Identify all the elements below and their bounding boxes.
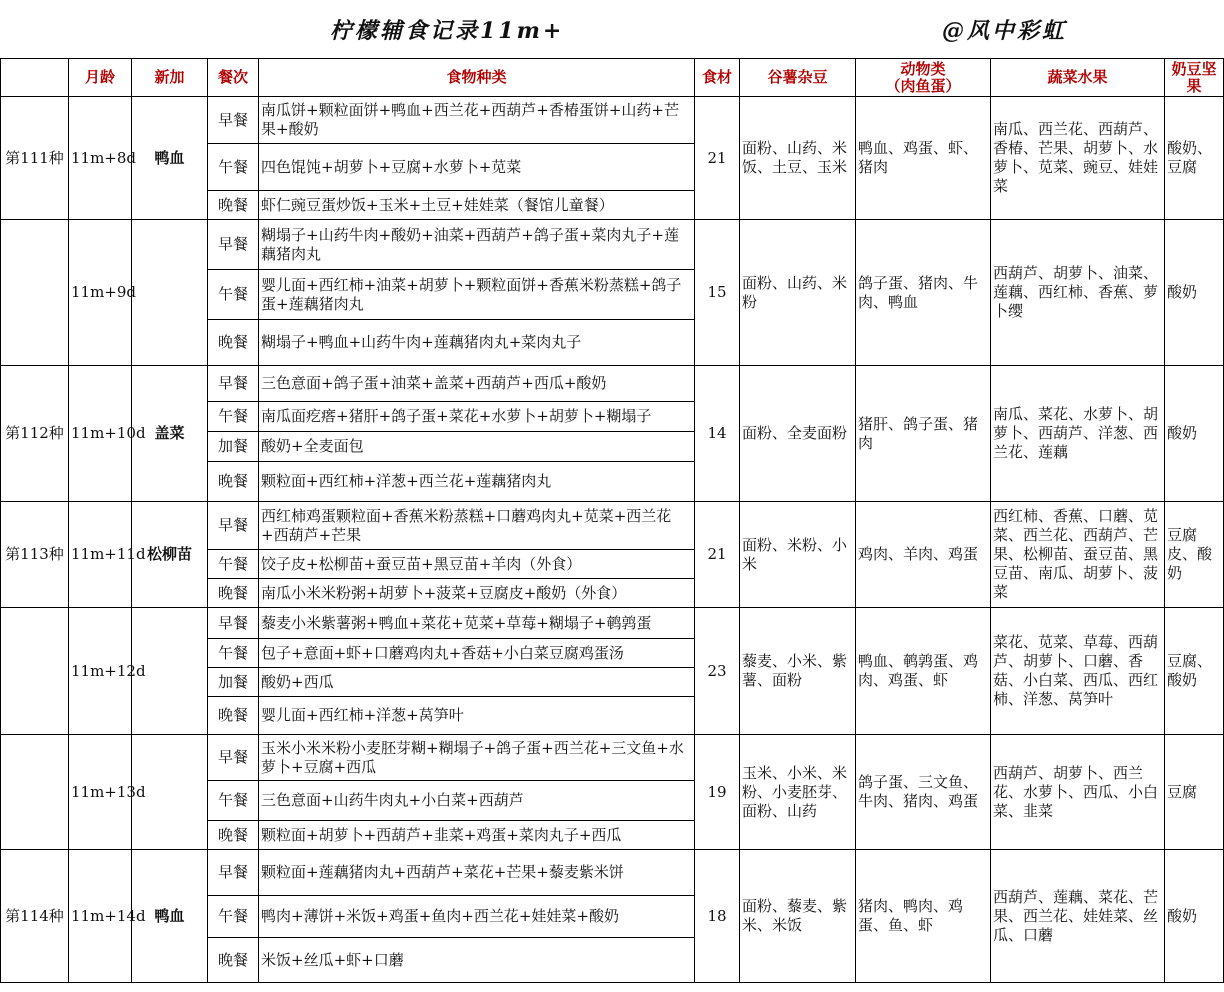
dairy-cell: 酸奶	[1165, 366, 1224, 502]
food-cell: 南瓜饼+颗粒面饼+鸭血+西兰花+西葫芦+香椿蛋饼+山药+芒果+酸奶	[259, 97, 695, 144]
meal-cell: 早餐	[208, 220, 259, 270]
author-handle: @风中彩虹	[942, 18, 1068, 44]
age-cell: 11m+8d	[69, 97, 132, 220]
count-cell: 21	[695, 97, 740, 220]
meal-cell: 午餐	[208, 270, 259, 320]
meal-cell: 早餐	[208, 608, 259, 639]
meal-cell: 晚餐	[208, 938, 259, 983]
header-veg: 蔬菜水果	[991, 59, 1165, 97]
animal-cell: 猪肉、鸭肉、鸡蛋、鱼、虾	[856, 850, 991, 983]
grain-cell: 藜麦、小米、紫薯、面粉	[740, 608, 856, 735]
veg-cell: 菜花、苋菜、草莓、西葫芦、胡萝卜、口蘑、香菇、小白菜、西瓜、西红柿、洋葱、莴笋叶	[991, 608, 1165, 735]
animal-cell: 鸽子蛋、三文鱼、牛肉、猪肉、鸡蛋	[856, 735, 991, 850]
age-cell: 11m+14d	[69, 850, 132, 983]
meal-cell: 晚餐	[208, 821, 259, 850]
meal-cell: 早餐	[208, 735, 259, 781]
count-cell: 14	[695, 366, 740, 502]
header-meal: 餐次	[208, 59, 259, 97]
header-new: 新加	[132, 59, 208, 97]
grain-cell: 玉米、小米、米粉、小麦胚芽、面粉、山药	[740, 735, 856, 850]
age-cell: 11m+10d	[69, 366, 132, 502]
meal-cell: 早餐	[208, 97, 259, 144]
animal-cell: 猪肝、鸽子蛋、猪肉	[856, 366, 991, 502]
header-count: 食材	[695, 59, 740, 97]
dairy-cell: 豆腐	[1165, 735, 1224, 850]
food-cell: 虾仁豌豆蛋炒饭+玉米+土豆+娃娃菜（餐馆儿童餐）	[259, 191, 695, 220]
veg-cell: 西葫芦、莲藕、菜花、芒果、西兰花、娃娃菜、丝瓜、口蘑	[991, 850, 1165, 983]
food-cell: 婴儿面+西红柿+油菜+胡萝卜+颗粒面饼+香蕉米粉蒸糕+鸽子蛋+莲藕猪肉丸	[259, 270, 695, 320]
table-row	[1, 220, 1224, 270]
meal-cell: 午餐	[208, 896, 259, 938]
header-grain: 谷薯杂豆	[740, 59, 856, 97]
page-title: 柠檬辅食记录11m+	[330, 18, 565, 44]
food-cell: 酸奶+全麦面包	[259, 432, 695, 462]
grain-cell: 面粉、米粉、小米	[740, 502, 856, 608]
dairy-cell: 酸奶、豆腐	[1165, 97, 1224, 220]
veg-cell: 西葫芦、胡萝卜、西兰花、水萝卜、西瓜、小白菜、韭菜	[991, 735, 1165, 850]
food-cell: 南瓜面疙瘩+猪肝+鸽子蛋+菜花+水萝卜+胡萝卜+糊塌子	[259, 402, 695, 432]
food-cell: 玉米小米米粉小麦胚芽糊+糊塌子+鸽子蛋+西兰花+三文鱼+水萝卜+豆腐+西瓜	[259, 735, 695, 781]
meal-cell: 午餐	[208, 639, 259, 668]
veg-cell: 南瓜、西兰花、西葫芦、香椿、芒果、胡萝卜、水萝卜、苋菜、豌豆、娃娃菜	[991, 97, 1165, 220]
food-cell: 颗粒面+西红柿+洋葱+西兰花+莲藕猪肉丸	[259, 462, 695, 502]
veg-cell: 西红柿、香蕉、口蘑、苋菜、西兰花、西葫芦、芒果、松柳苗、蚕豆苗、黑豆苗、南瓜、胡萝卜、菠菜	[991, 502, 1165, 608]
new-food-cell: 鸭血	[132, 97, 208, 220]
food-cell: 藜麦小米紫薯粥+鸭血+菜花+苋菜+草莓+糊塌子+鹌鹑蛋	[259, 608, 695, 639]
food-cell: 糊塌子+鸭血+山药牛肉+莲藕猪肉丸+菜肉丸子	[259, 320, 695, 366]
food-cell: 四色馄饨+胡萝卜+豆腐+水萝卜+苋菜	[259, 144, 695, 191]
veg-cell: 南瓜、菜花、水萝卜、胡萝卜、西葫芦、洋葱、西兰花、莲藕	[991, 366, 1165, 502]
age-cell: 11m+11d	[69, 502, 132, 608]
table-row	[1, 366, 1224, 402]
food-cell: 三色意面+鸽子蛋+油菜+盖菜+西葫芦+西瓜+酸奶	[259, 366, 695, 402]
table-row	[1, 850, 1224, 896]
animal-cell: 鸡肉、羊肉、鸡蛋	[856, 502, 991, 608]
dairy-cell: 酸奶	[1165, 220, 1224, 366]
table-row	[1, 502, 1224, 550]
food-cell: 米饭+丝瓜+虾+口蘑	[259, 938, 695, 983]
meal-cell: 晚餐	[208, 320, 259, 366]
meal-cell: 午餐	[208, 402, 259, 432]
item-number: 第111种	[1, 97, 69, 220]
age-cell: 11m+12d	[69, 608, 132, 735]
meal-cell: 早餐	[208, 850, 259, 896]
table-row	[1, 97, 1224, 144]
dairy-cell: 酸奶	[1165, 850, 1224, 983]
header-blank	[1, 59, 69, 97]
count-cell: 18	[695, 850, 740, 983]
table-row	[1, 608, 1224, 639]
item-number: 第112种	[1, 366, 69, 502]
food-cell: 颗粒面+胡萝卜+西葫芦+韭菜+鸡蛋+菜肉丸子+西瓜	[259, 821, 695, 850]
veg-cell: 西葫芦、胡萝卜、油菜、莲藕、西红柿、香蕉、萝卜缨	[991, 220, 1165, 366]
meal-cell: 午餐	[208, 144, 259, 191]
dairy-cell: 豆腐皮、酸奶	[1165, 502, 1224, 608]
grain-cell: 面粉、山药、米饭、土豆、玉米	[740, 97, 856, 220]
header-row	[1, 59, 1224, 97]
new-food-cell: 松柳苗	[132, 502, 208, 608]
animal-cell: 鸭血、鹌鹑蛋、鸡肉、鸡蛋、虾	[856, 608, 991, 735]
food-cell: 酸奶+西瓜	[259, 668, 695, 697]
item-number: 第114种	[1, 850, 69, 983]
meal-cell: 晚餐	[208, 191, 259, 220]
dairy-cell: 豆腐、酸奶	[1165, 608, 1224, 735]
food-cell: 包子+意面+虾+口蘑鸡肉丸+香菇+小白菜豆腐鸡蛋汤	[259, 639, 695, 668]
item-number	[1, 220, 69, 366]
animal-cell: 鸭血、鸡蛋、虾、猪肉	[856, 97, 991, 220]
food-cell: 颗粒面+莲藕猪肉丸+西葫芦+菜花+芒果+藜麦紫米饼	[259, 850, 695, 896]
meal-cell: 晚餐	[208, 579, 259, 608]
header-age: 月龄	[69, 59, 132, 97]
item-number	[1, 735, 69, 850]
meal-cell: 午餐	[208, 781, 259, 821]
grain-cell: 面粉、山药、米粉	[740, 220, 856, 366]
count-cell: 23	[695, 608, 740, 735]
count-cell: 21	[695, 502, 740, 608]
age-cell: 11m+13d	[69, 735, 132, 850]
header-food: 食物种类	[259, 59, 695, 97]
age-cell: 11m+9d	[69, 220, 132, 366]
new-food-cell	[132, 220, 208, 366]
header-dairy: 奶豆坚果	[1165, 59, 1224, 97]
meal-cell: 早餐	[208, 366, 259, 402]
food-log-table	[0, 58, 1224, 983]
count-cell: 15	[695, 220, 740, 366]
meal-cell: 早餐	[208, 502, 259, 550]
new-food-cell: 盖菜	[132, 366, 208, 502]
food-cell: 鸭肉+薄饼+米饭+鸡蛋+鱼肉+西兰花+娃娃菜+酸奶	[259, 896, 695, 938]
food-cell: 南瓜小米米粉粥+胡萝卜+菠菜+豆腐皮+酸奶（外食）	[259, 579, 695, 608]
table-row	[1, 735, 1224, 781]
header-animal: 动物类 （肉鱼蛋）	[856, 59, 991, 97]
grain-cell: 面粉、藜麦、紫米、米饭	[740, 850, 856, 983]
meal-cell: 晚餐	[208, 462, 259, 502]
grain-cell: 面粉、全麦面粉	[740, 366, 856, 502]
food-cell: 糊塌子+山药牛肉+酸奶+油菜+西葫芦+鸽子蛋+菜肉丸子+莲藕猪肉丸	[259, 220, 695, 270]
food-cell: 婴儿面+西红柿+洋葱+莴笋叶	[259, 697, 695, 735]
meal-cell: 加餐	[208, 668, 259, 697]
item-number: 第113种	[1, 502, 69, 608]
meal-cell: 加餐	[208, 432, 259, 462]
food-cell: 西红柿鸡蛋颗粒面+香蕉米粉蒸糕+口蘑鸡肉丸+苋菜+西兰花+西葫芦+芒果	[259, 502, 695, 550]
count-cell: 19	[695, 735, 740, 850]
food-cell: 三色意面+山药牛肉丸+小白菜+西葫芦	[259, 781, 695, 821]
item-number	[1, 608, 69, 735]
meal-cell: 晚餐	[208, 697, 259, 735]
meal-cell: 午餐	[208, 550, 259, 579]
food-cell: 饺子皮+松柳苗+蚕豆苗+黑豆苗+羊肉（外食）	[259, 550, 695, 579]
animal-cell: 鸽子蛋、猪肉、牛肉、鸭血	[856, 220, 991, 366]
new-food-cell: 鸭血	[132, 850, 208, 983]
